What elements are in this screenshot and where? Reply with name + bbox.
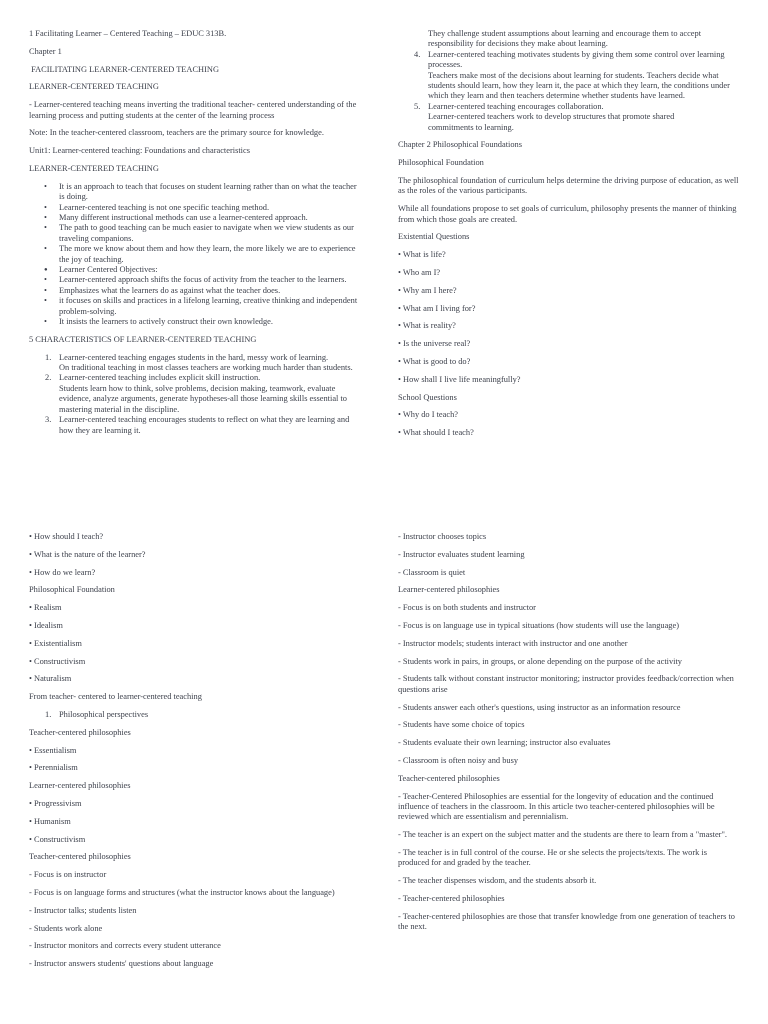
list-item bbox=[29, 353, 357, 374]
list-item: - Instructor talks; students listen bbox=[29, 905, 137, 915]
list-item: • The path to good teaching can be much easier to navigate when we view students as our traveling companions. bbox=[29, 223, 363, 244]
list-item: • It insists the learners to actively construct their own knowledge. bbox=[29, 317, 363, 327]
question-item: • What is life? bbox=[398, 250, 446, 260]
question-item: • Is the universe real? bbox=[398, 339, 471, 349]
list-item: • It is an approach to teach that focuses on student learning rather than on what the teacher is doing. bbox=[29, 182, 363, 203]
existential-heading: Existential Questions bbox=[398, 232, 470, 242]
list-number: 2. bbox=[45, 373, 52, 383]
list-item bbox=[29, 710, 371, 720]
question-item: • What am I living for? bbox=[398, 303, 476, 313]
philosophy-item: • Perennialism bbox=[29, 763, 78, 773]
list-item: - Classroom is quiet bbox=[398, 567, 466, 577]
list-item: • The more we know about them and how they learn, the more likely we are to experience the joy of teaching. bbox=[29, 244, 363, 265]
list-item: • Learner-centered approach shifts the focus of activity from the teacher to the learners. bbox=[29, 275, 363, 285]
list-item: - Students work alone bbox=[29, 923, 103, 933]
philosophy-item: • Essentialism bbox=[29, 745, 77, 755]
list-item bbox=[29, 373, 357, 415]
list-number: 1. bbox=[45, 352, 52, 362]
section-heading: Learner-centered philosophies bbox=[29, 781, 131, 791]
question-item: • What is the nature of the learner? bbox=[29, 549, 146, 559]
section-heading: From teacher- centered to learner-centered teaching bbox=[29, 692, 202, 702]
list-item: - Teacher-Centered Philosophies are essential for the longevity of education and the continued influence of teachers in the classroom. In this article two teacher-centered philosophies will be reviewed which are essentialism and perennialism. bbox=[398, 791, 715, 822]
question-item: • Why am I here? bbox=[398, 285, 457, 295]
list-item bbox=[398, 102, 736, 133]
perspectives-list bbox=[29, 710, 371, 720]
section-heading: Teacher-centered philosophies bbox=[29, 852, 131, 862]
chapter-title: FACILITATING LEARNER-CENTERED TEACHING bbox=[29, 64, 219, 74]
philosophy-item: • Existentialism bbox=[29, 638, 82, 648]
list-item: - Classroom is often noisy and busy bbox=[398, 755, 519, 765]
characteristic-desc: Teachers make most of the decisions about learning for students. Teachers decide what students should learn, how they learn it, the pace at which they learn, the conditions under which they learn and then teachers determine whether students have learned. bbox=[428, 70, 730, 101]
philosophy-item: • Humanism bbox=[29, 816, 71, 826]
list-item: - Students have some choice of topics bbox=[398, 720, 525, 730]
characteristics-heading: 5 CHARACTERISTICS OF LEARNER-CENTERED TEACHING bbox=[29, 334, 257, 344]
list-item: - The teacher dispenses wisdom, and the students absorb it. bbox=[398, 876, 597, 886]
list-item: - Instructor evaluates student learning bbox=[398, 549, 525, 559]
section-heading: Philosophical Foundation bbox=[29, 585, 115, 595]
characteristic-title: Learner-centered teaching encourages collaboration. bbox=[428, 101, 604, 111]
list-item: - The teacher is in full control of the course. He or she selects the projects/texts. The work is produced for and graded by the teacher. bbox=[398, 847, 708, 868]
list-item: - The teacher is an expert on the subject matter and the students are there to learn from a "master". bbox=[398, 830, 727, 840]
characteristics-list-continued bbox=[398, 50, 740, 133]
unit-heading: LEARNER-CENTERED TEACHING bbox=[29, 163, 159, 173]
list-number: 5. bbox=[414, 101, 421, 111]
top-right-column bbox=[398, 29, 740, 446]
question-item: • How shall I live life meaningfully? bbox=[398, 374, 521, 384]
list-item: - Instructor models; students interact with instructor and one another bbox=[398, 638, 628, 648]
list-item: • it focuses on skills and practices in a lifelong learning, creative thinking and independent problem-solving. bbox=[29, 296, 363, 317]
characteristic-title: Learner-centered teaching encourages students to reflect on what they are learning and how they are learning it. bbox=[59, 415, 350, 435]
question-item: • What is good to do? bbox=[398, 357, 471, 367]
question-item: • Who am I? bbox=[398, 268, 441, 278]
list-number: 4. bbox=[414, 49, 421, 59]
list-item: - Students evaluate their own learning; instructor also evaluates bbox=[398, 738, 611, 748]
philosophy-item: • Realism bbox=[29, 603, 62, 613]
question-item: • Why do I teach? bbox=[398, 410, 458, 420]
characteristic-desc: Students learn how to think, solve problems, decision making, teamwork, evaluate evidence, analyze arguments, generate hypotheses-all those learning skills essential to mastering material in the discipline. bbox=[59, 383, 347, 414]
bullet-list bbox=[29, 182, 371, 328]
chapter-2-title: Chapter 2 Philosophical Foundations bbox=[398, 140, 522, 150]
philosophy-paragraph: The philosophical foundation of curriculum helps determine the driving purpose of education, as well as the roles of the various participants. bbox=[398, 176, 739, 196]
characteristic-desc: Learner-centered teachers work to develop structures that promote shared commitments to learning. bbox=[428, 112, 675, 132]
characteristic-title: Learner-centered teaching motivates students by giving them some control over learning processes. bbox=[428, 49, 725, 70]
note-paragraph: Note: In the teacher-centered classroom, teachers are the primary source for knowledge. bbox=[29, 128, 324, 138]
list-item: - Students answer each other's questions, using instructor as an information resource bbox=[398, 702, 681, 712]
list-item: - Focus is on both students and instructor bbox=[398, 603, 536, 613]
list-item: - Teacher-centered philosophies bbox=[398, 893, 505, 903]
list-item: - Instructor answers students' questions about language bbox=[29, 959, 214, 969]
philosophy-item: • Progressivism bbox=[29, 798, 82, 808]
list-number: 1. bbox=[45, 709, 52, 719]
list-item: - Students work in pairs, in groups, or alone depending on the purpose of the activity bbox=[398, 656, 682, 666]
chapter-label: Chapter 1 bbox=[29, 46, 62, 56]
section-heading: LEARNER-CENTERED TEACHING bbox=[29, 82, 159, 92]
list-item: ● Learner Centered Objectives: bbox=[29, 265, 363, 275]
question-item: • How do we learn? bbox=[29, 567, 96, 577]
top-left-column bbox=[29, 29, 371, 443]
philosophy-item: • Naturalism bbox=[29, 674, 72, 684]
section-heading: Teacher-centered philosophies bbox=[398, 773, 500, 783]
list-item: - Teacher-centered philosophies are those that transfer knowledge from one generation of teachers to the next. bbox=[398, 911, 735, 932]
list-item: - Instructor monitors and corrects every student utterance bbox=[29, 941, 221, 951]
list-item: • Emphasizes what the learners do as against what the teacher does. bbox=[29, 286, 363, 296]
bottom-left-column bbox=[29, 532, 371, 977]
question-item: • What is reality? bbox=[398, 321, 456, 331]
list-item bbox=[29, 415, 357, 436]
question-item: • What should I teach? bbox=[398, 428, 474, 438]
definition-paragraph: - Learner-centered teaching means inverting the traditional teacher- centered understanding of the learning process and putting students at the center of the learning process bbox=[29, 100, 357, 120]
philosophy-item: • Constructivism bbox=[29, 834, 86, 844]
list-item: - Focus is on instructor bbox=[29, 870, 107, 880]
philosophical-foundation-heading: Philosophical Foundation bbox=[398, 158, 484, 168]
list-number: 3. bbox=[45, 415, 52, 425]
section-heading: Teacher-centered philosophies bbox=[29, 727, 131, 737]
list-item: - Students talk without constant instructor monitoring; instructor provides feedback/correction when questions arise bbox=[398, 674, 734, 694]
unit-title: Unit1: Learner-centered teaching: Foundations and characteristics bbox=[29, 146, 250, 156]
list-item: - Instructor chooses topics bbox=[398, 532, 487, 541]
list-item bbox=[398, 50, 736, 102]
list-item: - Focus is on language use in typical situations (how students will use the language) bbox=[398, 620, 679, 630]
characteristic-title: Learner-centered teaching engages students in the hard, messy work of learning. bbox=[59, 352, 329, 362]
school-questions-heading: School Questions bbox=[398, 392, 457, 402]
question-item: • How should I teach? bbox=[29, 532, 104, 541]
characteristic-title: Learner-centered teaching includes explicit skill instruction. bbox=[59, 373, 261, 383]
perspective-label: Philosophical perspectives bbox=[59, 709, 149, 719]
document-header: 1 Facilitating Learner – Centered Teaching – EDUC 313B. bbox=[29, 29, 227, 38]
characteristic-desc: On traditional teaching in most classes teachers are working much harder than students. bbox=[59, 363, 353, 373]
philosophy-item: • Constructivism bbox=[29, 656, 86, 666]
list-item: • Learner-centered teaching is not one specific teaching method. bbox=[29, 203, 363, 213]
list-item: - Focus is on language forms and structures (what the instructor knows about the language) bbox=[29, 887, 335, 897]
characteristic-continuation: They challenge student assumptions about learning and encourage them to accept responsibility for decisions they make about learning. bbox=[428, 29, 702, 49]
list-item: • Many different instructional methods can use a learner-centered approach. bbox=[29, 213, 363, 223]
philosophy-item: • Idealism bbox=[29, 620, 63, 630]
philosophy-paragraph: While all foundations propose to set goals of curriculum, philosophy presents the manner of thinking from which those goals are created. bbox=[398, 204, 737, 224]
section-heading: Learner-centered philosophies bbox=[398, 585, 500, 595]
characteristics-list bbox=[29, 353, 371, 436]
bottom-right-column bbox=[398, 532, 740, 940]
